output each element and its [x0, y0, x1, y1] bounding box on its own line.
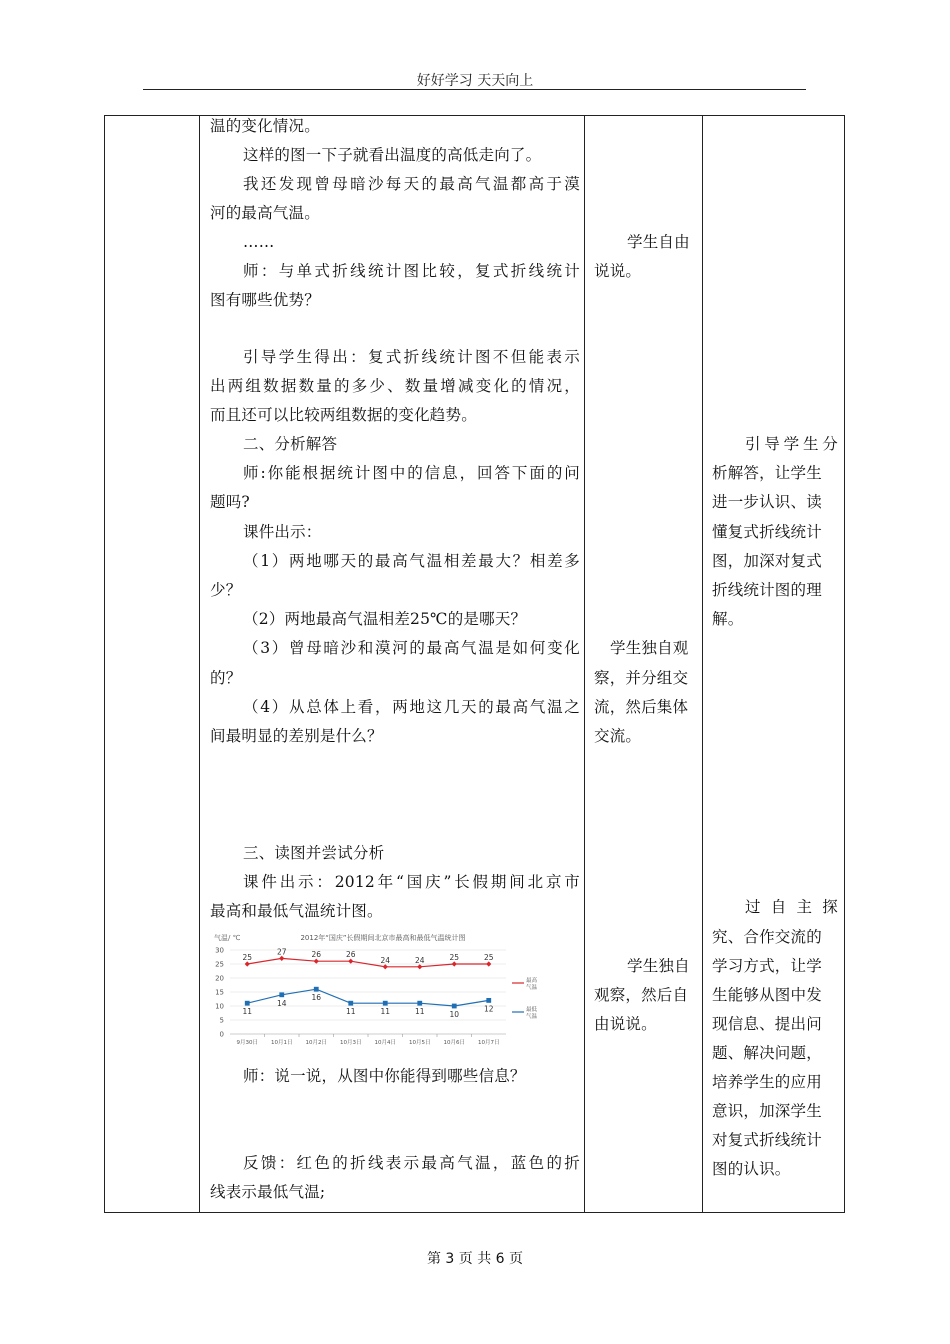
content-line: 课件出示：: [243, 523, 322, 541]
design-intent-line: 折线统计图的理: [712, 581, 822, 599]
chart-point: [383, 964, 388, 969]
chart-y-tick-label: 0: [219, 1030, 224, 1039]
chart-y-tick-label: 10: [215, 1002, 224, 1011]
chart-data-label: 11: [242, 1007, 253, 1017]
chart-y-tick-label: 15: [215, 988, 224, 997]
chart-point: [279, 956, 284, 961]
design-intent-line: 究、合作交流的: [712, 928, 822, 946]
chart-data-label: 26: [345, 950, 356, 960]
chart-x-tick-label: 10月7日: [478, 1040, 500, 1046]
content-line: 师：与单式折线统计图比较，复式折线统计: [243, 262, 580, 280]
chart-point: [486, 961, 491, 966]
chart-data-label: 24: [414, 955, 425, 965]
question-line: （4）从总体上看，两地这几天的最高气温之: [243, 698, 580, 716]
temperature-chart: [208, 928, 548, 1054]
design-intent-line: 培养学生的应用: [712, 1073, 822, 1091]
chart-data-label: 26: [311, 950, 322, 960]
content-line: 师:你能根据统计图中的信息，回答下面的问: [243, 464, 580, 482]
chart-y-tick-label: 30: [215, 946, 224, 955]
design-intent-line: 引导学生分: [745, 435, 838, 453]
chart-point: [348, 1001, 353, 1006]
design-intent-line: 图的认识。: [712, 1160, 791, 1178]
chart-point: [279, 992, 284, 997]
student-activity-line: 观察，然后自: [594, 986, 689, 1004]
chart-data-label: 24: [380, 955, 391, 965]
chart-data-label: 11: [345, 1007, 356, 1017]
question-line: （2）两地最高气温相差25℃的是哪天？: [243, 610, 527, 628]
design-intent-line: 学习方式，让学: [712, 957, 822, 975]
chart-point: [348, 959, 353, 964]
chart-data-label: 25: [449, 953, 460, 962]
design-intent-line: 图，加深对复式: [712, 552, 822, 570]
student-activity-line: 说说。: [594, 262, 642, 280]
chart-legend-label: 最低: [526, 1007, 538, 1013]
content-line: 我还发现曾母暗沙每天的最高气温都高于漠: [243, 175, 580, 193]
content-line: 师：说一说，从图中你能得到哪些信息？: [243, 1067, 526, 1085]
content-line: 题吗?: [210, 493, 250, 511]
question-line: 间最明显的差别是什么？: [210, 727, 383, 745]
chart-x-tick-label: 10月1日: [271, 1040, 293, 1046]
content-line: 引导学生得出：复式折线统计图不但能表示: [243, 348, 580, 366]
chart-x-tick-label: 10月4日: [374, 1040, 396, 1046]
student-activity-line: 由说说。: [594, 1015, 657, 1033]
column-divider-2: [584, 115, 585, 1213]
chart-data-label: 27: [276, 947, 287, 957]
content-line: 反馈：红色的折线表示最高气温，蓝色的折: [243, 1154, 580, 1172]
column-divider-1: [199, 115, 200, 1213]
chart-data-label: 12: [483, 1004, 494, 1014]
chart-point: [417, 1001, 422, 1006]
content-line: 河的最高气温。: [210, 204, 320, 222]
design-intent-line: 过自主探: [745, 898, 838, 916]
student-activity-line: 察，并分组交: [594, 669, 689, 687]
section-heading: 二、分析解答: [243, 435, 338, 453]
chart-x-tick-label: 10月6日: [443, 1040, 465, 1046]
chart-x-tick-label: 10月3日: [340, 1040, 362, 1046]
chart-point: [452, 1004, 457, 1009]
section-heading: 三、读图并尝试分析: [243, 844, 385, 862]
page-header: 好好学习 天天向上: [416, 73, 534, 89]
question-line: 少？: [210, 581, 242, 599]
column-divider-3: [702, 115, 703, 1213]
chart-data-label: 25: [242, 953, 253, 962]
chart-point: [452, 961, 457, 966]
design-intent-line: 意识，加深学生: [712, 1102, 822, 1120]
content-line: 而且还可以比较两组数据的变化趋势。: [210, 406, 477, 424]
chart-legend-label: 最高: [526, 978, 538, 984]
content-line: 图有哪些优势？: [210, 291, 320, 309]
chart-point: [245, 1001, 250, 1006]
design-intent-line: 析解答，让学生: [712, 464, 822, 482]
chart-data-label: 10: [449, 1010, 460, 1019]
chart-point: [245, 961, 250, 966]
chart-point: [417, 964, 422, 969]
chart-y-tick-label: 25: [215, 960, 224, 969]
question-line: （3）曾母暗沙和漠河的最高气温是如何变化: [243, 639, 580, 657]
chart-legend-label: 气温: [526, 985, 538, 991]
design-intent-line: 进一步认识、读: [712, 493, 822, 511]
student-activity-line: 学生独自观: [610, 639, 689, 657]
content-line: 出两组数据数量的多少、数量增减变化的情况，: [210, 377, 580, 395]
student-activity-line: 学生独自: [627, 957, 690, 975]
student-activity-line: 交流。: [594, 727, 642, 745]
chart-data-label: 25: [483, 953, 494, 962]
student-activity-line: 流，然后集体: [594, 698, 689, 716]
chart-title: 2012年“国庆”长假期间北京市最高和最低气温统计图: [300, 934, 466, 942]
content-line: ……: [243, 233, 275, 251]
page-footer: 第 3 页 共 6 页: [426, 1251, 524, 1267]
design-intent-line: 对复式折线统计: [712, 1131, 822, 1149]
student-activity-line: 学生自由: [627, 233, 690, 251]
header-rule: [143, 89, 806, 90]
chart-point: [314, 987, 319, 992]
chart-point: [383, 1001, 388, 1006]
design-intent-line: 解。: [712, 610, 744, 628]
chart-x-tick-label: 10月2日: [305, 1040, 327, 1046]
design-intent-line: 现信息、提出问: [712, 1015, 822, 1033]
content-line: 课件出示：2012年“国庆”长假期间北京市: [243, 873, 580, 891]
chart-data-label: 11: [380, 1007, 391, 1017]
chart-data-label: 11: [414, 1007, 425, 1017]
chart-y-tick-label: 20: [215, 974, 224, 983]
chart-legend-label: 气温: [526, 1014, 538, 1020]
design-intent-line: 懂复式折线统计: [712, 523, 822, 541]
design-intent-line: 生能够从图中发: [712, 986, 822, 1004]
chart-x-tick-label: 10月5日: [409, 1040, 431, 1046]
content-line: 温的变化情况。: [210, 117, 320, 135]
question-line: 的？: [210, 669, 242, 687]
question-line: （1）两地哪天的最高气温相差最大？相差多: [243, 552, 580, 570]
content-line: 线表示最低气温;: [210, 1183, 326, 1201]
chart-point: [314, 959, 319, 964]
content-line: 最高和最低气温统计图。: [210, 902, 383, 920]
chart-y-axis-label: 气温/ ℃: [214, 934, 241, 942]
content-line: 这样的图一下子就看出温度的高低走向了。: [243, 146, 542, 164]
chart-data-label: 14: [276, 998, 287, 1008]
chart-point: [486, 998, 491, 1003]
chart-y-tick-label: 5: [219, 1016, 224, 1025]
design-intent-line: 题、解决问题，: [712, 1044, 822, 1062]
chart-data-label: 16: [311, 993, 322, 1003]
chart-x-tick-label: 9月30日: [236, 1040, 258, 1046]
